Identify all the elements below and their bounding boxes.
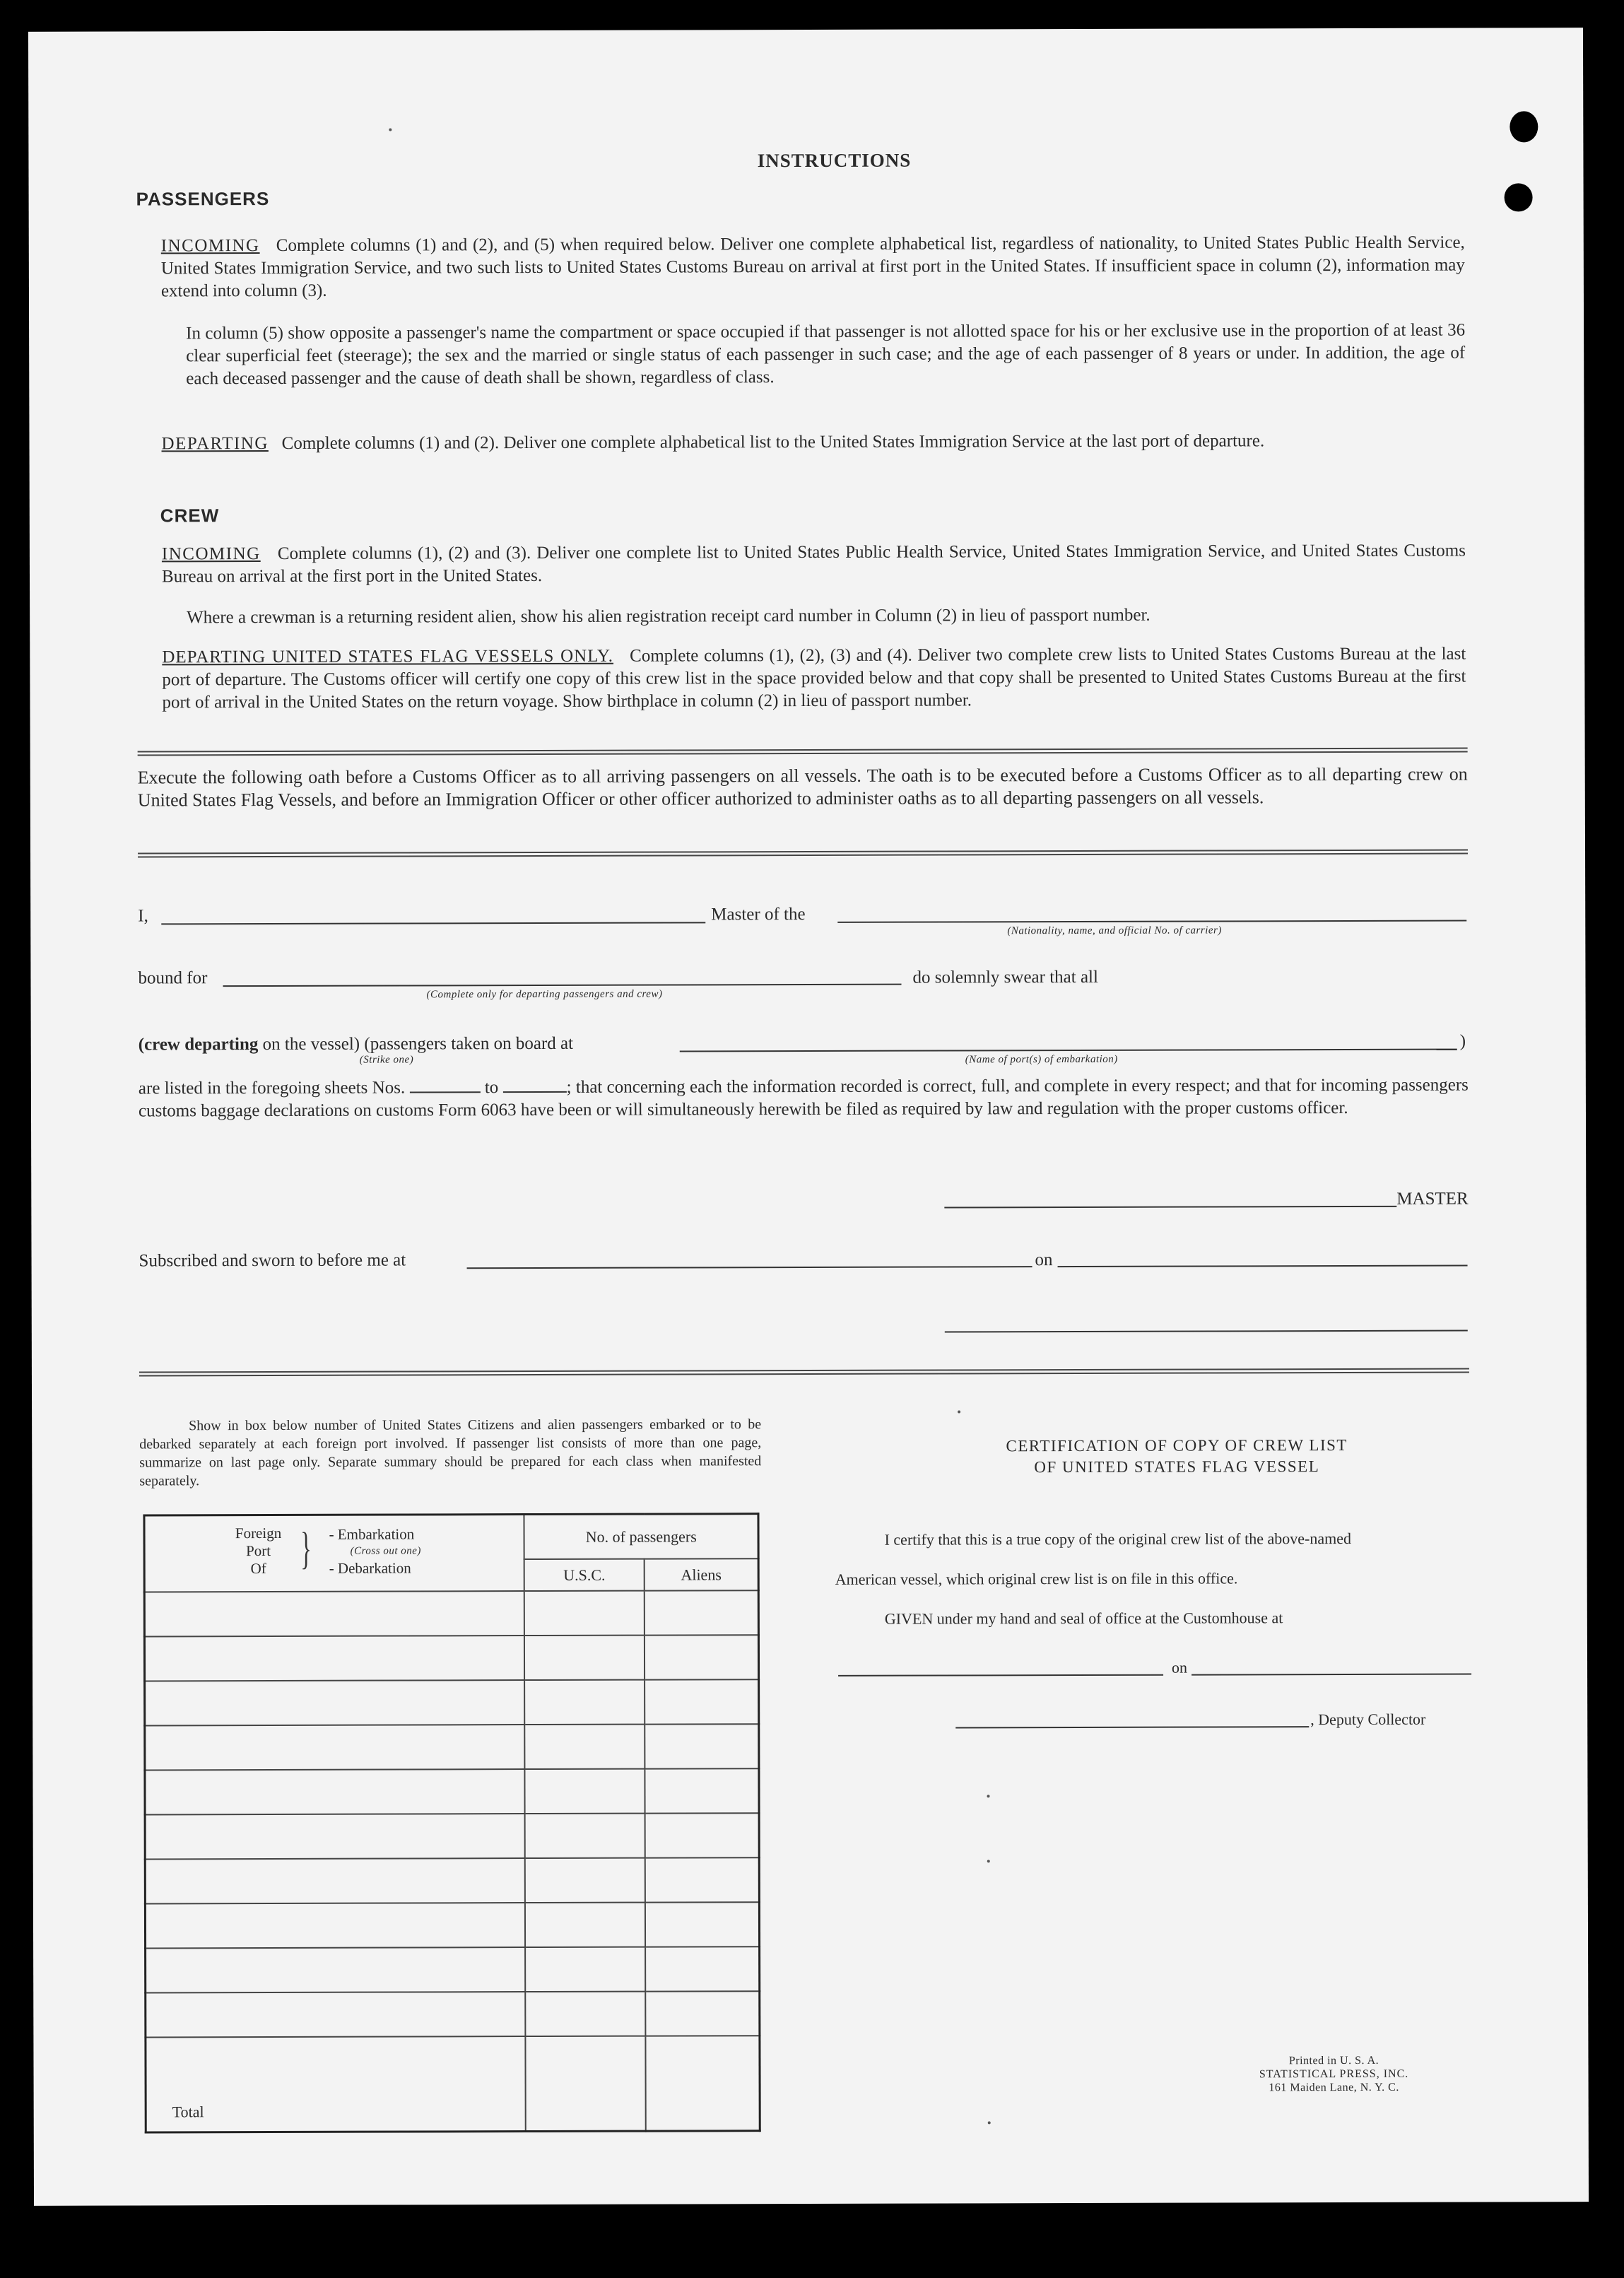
port-cell[interactable] xyxy=(145,1769,525,1814)
port-cell[interactable] xyxy=(144,1636,524,1681)
page-title: INSTRUCTIONS xyxy=(757,149,912,172)
certification-title-1: CERTIFICATION OF COPY OF CREW LIST xyxy=(1006,1436,1348,1455)
port-label: Port xyxy=(246,1542,271,1560)
usc-cell[interactable] xyxy=(525,1769,645,1814)
strike-one-hint: (Strike one) xyxy=(359,1054,414,1066)
close-paren: ) xyxy=(1459,1031,1466,1051)
listed-text-b: ; that concerning each the information recorded is correct, full, and complete in every respect; and that for incoming passengers customs baggage declarations on customs Form 6063 have been or will simultaneously herewith be filed as required by law and regulation with the proper customs officer. xyxy=(138,1075,1469,1121)
port-cell[interactable] xyxy=(145,1903,525,1948)
crew-passengers-line xyxy=(139,1034,573,1055)
crew-heading: CREW xyxy=(160,505,220,527)
passengers-departing-label: DEPARTING xyxy=(161,433,269,454)
passengers-incoming-label: INCOMING xyxy=(160,236,260,256)
passengers-incoming xyxy=(161,232,1465,303)
printer-line-3: 161 Maiden Lane, N. Y. C. xyxy=(1269,2081,1399,2094)
usc-cell[interactable] xyxy=(524,1636,645,1680)
deputy-collector-field[interactable] xyxy=(955,1726,1309,1728)
crew-departing-label: DEPARTING UNITED STATES FLAG VESSELS ONLY. xyxy=(162,646,614,667)
speck xyxy=(389,129,392,131)
bound-for-field[interactable] xyxy=(223,984,902,987)
listed-paragraph xyxy=(139,1074,1469,1123)
aliens-cell[interactable] xyxy=(645,1724,759,1768)
certification-line-1: I certify that this is a true copy of the original crew list of the above-named xyxy=(884,1529,1351,1549)
passengers-taken-option[interactable]: (passengers taken on board at xyxy=(364,1033,574,1054)
subscribed-label: Subscribed and sworn to before me at xyxy=(139,1250,406,1271)
carrier-field[interactable] xyxy=(837,920,1466,923)
usc-cell[interactable] xyxy=(525,1947,645,1992)
usc-cell[interactable] xyxy=(525,1680,645,1725)
passengers-departing xyxy=(161,430,1465,456)
subscribed-on-label: on xyxy=(1035,1250,1053,1270)
usc-cell[interactable] xyxy=(525,1814,645,1858)
port-cell[interactable] xyxy=(146,1992,526,2037)
crew-departing-option[interactable]: (crew departing xyxy=(138,1035,259,1055)
table-row xyxy=(144,1635,758,1681)
punch-hole-bottom xyxy=(1505,183,1533,211)
foreign-label: Foreign xyxy=(235,1524,282,1542)
ports-table xyxy=(143,1513,760,2133)
printer-line-2: STATISTICAL PRESS, INC. xyxy=(1259,2067,1409,2081)
port-cell[interactable] xyxy=(144,1591,524,1636)
master-of-the-label: Master of the xyxy=(711,905,806,924)
port-cell[interactable] xyxy=(146,1947,526,1992)
usc-cell[interactable] xyxy=(525,1725,645,1769)
passengers-incoming-text: Complete columns (1) and (2), and (5) when required below. Deliver one complete alphabetical list, regardless of nationality, to United States Public Health Service, United States Immigration Service, and two such lists to United States Customs Bureau on arrival at first port in the United States. If insufficient space in column (2), information may extend into column (3). xyxy=(160,233,1465,301)
total-label: Total xyxy=(146,2036,526,2132)
speck xyxy=(987,1795,990,1797)
port-cell[interactable] xyxy=(145,1725,525,1770)
carrier-hint: (Nationality, name, and official No. of carrier) xyxy=(1007,924,1222,937)
debarkation-label[interactable]: - Debarkation xyxy=(329,1559,411,1577)
aliens-cell[interactable] xyxy=(645,1857,760,1902)
certification-line-2: American vessel, which original crew list is on file in this office. xyxy=(835,1569,1238,1588)
certification-line-3: GIVEN under my hand and seal of office at the Customhouse at xyxy=(884,1609,1283,1628)
usc-header: U.S.C. xyxy=(524,1559,645,1591)
officer-signature-field[interactable] xyxy=(945,1330,1468,1333)
table-row xyxy=(146,1991,760,2037)
passengers-departing-text: Complete columns (1) and (2). Deliver one complete alphabetical list to the United States Immigration Service at the last port of departure. xyxy=(281,431,1265,453)
no-of-passengers-header: No. of passengers xyxy=(524,1514,758,1560)
table-row xyxy=(145,1813,759,1859)
crew-alien: Where a crewman is a returning resident alien, show his alien registration receipt card number in Column (2) in lieu of passport number. xyxy=(187,605,1151,628)
usc-cell[interactable] xyxy=(525,1858,645,1903)
subscribed-date-field[interactable] xyxy=(1058,1265,1468,1268)
total-usc-cell[interactable] xyxy=(526,2036,646,2132)
swear-label: do solemnly swear that all xyxy=(912,967,1098,987)
certification-date-field[interactable] xyxy=(1191,1674,1471,1676)
crew-departing xyxy=(162,643,1466,715)
total-aliens-cell[interactable] xyxy=(645,2036,760,2131)
bound-for-label: bound for xyxy=(138,968,208,988)
certification-title-2: OF UNITED STATES FLAG VESSEL xyxy=(1034,1457,1320,1476)
table-row xyxy=(145,1902,759,1948)
divider-1 xyxy=(138,748,1468,756)
usc-cell[interactable] xyxy=(525,1903,645,1947)
sheet-from-field[interactable] xyxy=(409,1079,480,1093)
divider-3 xyxy=(139,1368,1469,1377)
passengers-heading: PASSENGERS xyxy=(136,187,270,210)
speck xyxy=(987,1860,990,1862)
bound-for-hint: (Complete only for departing passengers and crew) xyxy=(426,988,663,1001)
table-row xyxy=(145,1679,759,1725)
subscribed-place-field[interactable] xyxy=(467,1266,1032,1269)
table-row xyxy=(145,1768,759,1814)
listed-to: to xyxy=(484,1078,499,1098)
table-row xyxy=(146,1947,760,1992)
printer-line-1: Printed in U. S. A. xyxy=(1288,2054,1379,2067)
port-header-cell xyxy=(144,1515,524,1592)
passengers-column5: In column (5) show opposite a passenger's name the compartment or space occupied if that passenger is not allotted space for his or her exclusive use in the proportion of at least 36 clear superficial feet (steerage); the sex and the married or single status of each passenger in such case; and the age of each passenger of 8 years or under. In addition, the age of each deceased passenger and the cause of death shall be shown, regardless of class. xyxy=(186,320,1466,389)
master-signature-field[interactable] xyxy=(944,1206,1396,1209)
on-vessel-text: on the vessel) xyxy=(262,1034,360,1055)
crew-incoming xyxy=(162,540,1466,589)
deputy-collector-label: , Deputy Collector xyxy=(1310,1710,1426,1729)
aliens-cell[interactable] xyxy=(645,1768,759,1813)
form-page xyxy=(28,28,1589,2206)
aliens-header: Aliens xyxy=(645,1558,759,1590)
sheet-to-field[interactable] xyxy=(503,1079,567,1093)
aliens-cell[interactable] xyxy=(645,1635,759,1679)
aliens-cell[interactable] xyxy=(645,1991,760,2036)
oath-i-label: I, xyxy=(138,906,148,926)
usc-cell[interactable] xyxy=(526,1992,646,2036)
port-hint: (Name of port(s) of embarkation) xyxy=(965,1053,1118,1066)
speck xyxy=(988,2121,991,2124)
table-row xyxy=(144,1590,758,1636)
customhouse-field[interactable] xyxy=(838,1674,1163,1677)
master-name-field[interactable] xyxy=(161,922,705,924)
listed-text-a: are listed in the foregoing sheets Nos. xyxy=(138,1078,406,1098)
port-cell[interactable] xyxy=(145,1814,525,1859)
embarkation-label[interactable]: - Embarkation xyxy=(329,1525,415,1543)
aliens-cell[interactable] xyxy=(645,1590,759,1635)
brace: } xyxy=(300,1522,312,1573)
aliens-cell[interactable] xyxy=(645,1902,760,1947)
certification-on-label: on xyxy=(1172,1658,1188,1677)
aliens-cell[interactable] xyxy=(645,1679,759,1724)
crew-incoming-label: INCOMING xyxy=(161,544,261,564)
table-row xyxy=(145,1724,759,1770)
aliens-cell[interactable] xyxy=(645,1947,760,1991)
crew-incoming-text: Complete columns (1), (2) and (3). Deliver one complete list to United States Public Health Service, United States Immigration Service, and United States Customs Bureau on arrival at the first port in the United States. xyxy=(161,541,1466,587)
printer-imprint xyxy=(1220,2054,1447,2095)
certification-title xyxy=(837,1434,1516,1479)
port-cell[interactable] xyxy=(145,1680,525,1725)
usc-cell[interactable] xyxy=(524,1591,645,1636)
box-note: Show in box below number of United States Citizens and alien passengers embarked or to be debarked separately at each foreign port involved. If passenger list consists of more than one page, summarize on last page only. Separate summary should be prepared for each class when manifested separately. xyxy=(139,1416,762,1489)
crew-departing-text: Complete columns (1), (2), (3) and (4). Deliver two complete crew lists to United States Customs Bureau at the last port of departure. The Customs officer will certify one copy of this crew list in the space provided below and that copy shall be presented to United States Customs Bureau at the first port of arrival in the United States on the return voyage. Show birthplace in column (2) in lieu of passport number. xyxy=(162,644,1466,712)
speck xyxy=(958,1410,960,1413)
master-label: MASTER xyxy=(1396,1189,1469,1209)
oath-intro: Execute the following oath before a Customs Officer as to all arriving passengers on all vessels. The oath is to be executed before a Customs Officer as to all departing crew on United States Flag Vessels, and before an Immigration Officer or other officer authorized to administer oaths as to all departing passengers on all vessels. xyxy=(137,763,1468,811)
punch-hole-top xyxy=(1510,111,1538,142)
cross-out-hint: (Cross out one) xyxy=(350,1545,421,1557)
embarkation-port-field[interactable] xyxy=(680,1049,1457,1052)
port-cell[interactable] xyxy=(145,1858,525,1903)
divider-2 xyxy=(138,850,1468,858)
of-label: Of xyxy=(250,1560,266,1578)
table-row xyxy=(145,1857,759,1903)
aliens-cell[interactable] xyxy=(645,1813,760,1857)
